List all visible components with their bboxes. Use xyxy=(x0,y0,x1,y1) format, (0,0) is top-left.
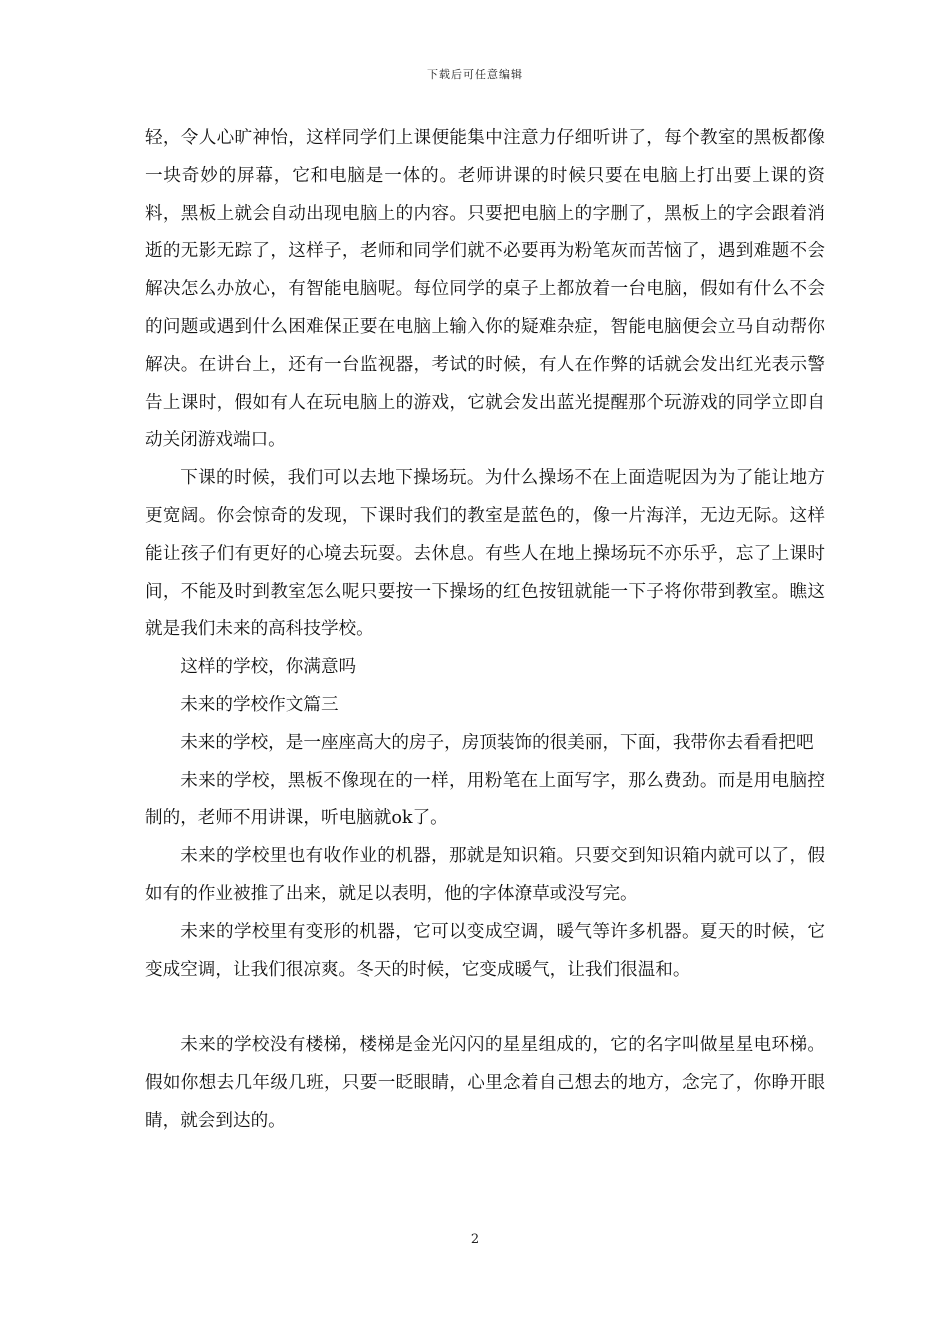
paragraph-homework-box: 未来的学校里也有收作业的机器，那就是知识箱。只要交到知识箱内就可以了，假如有的作业被推了出来，就足以表明，他的字体潦草或没写完。 xyxy=(145,846,825,904)
paragraph-question: 这样的学校，你满意吗 xyxy=(180,657,357,678)
paragraph-intro: 未来的学校，是一座座高大的房子，房顶装饰的很美丽，下面，我带你去看看把吧 xyxy=(180,732,814,753)
paragraph-recess: 下课的时候，我们可以去地下操场玩。为什么操场不在上面造呢因为为了能让地方更宽阔。你会惊奇的发现，下课时我们的教室是蓝色的，像一片海洋，无边无际。这样能让孩子们有更好的心境去玩耍。去休息。有些人在地上操场玩不亦乐乎，忘了上课时间，不能及时到教室怎么呢只要按一下操场的红色按钮就能一下子将你带到教室。瞧这就是我们未来的高科技学校。 xyxy=(145,468,825,640)
page-header: 下载后可任意编辑 xyxy=(427,68,523,81)
paragraph-blackboard: 未来的学校，黑板不像现在的一样，用粉笔在上面写字，那么费劲。而是用电脑控制的，老师不用讲课，听电脑就ok了。 xyxy=(145,770,825,829)
paragraph-continuation: 轻，令人心旷神怡，这样同学们上课便能集中注意力仔细听讲了，每个教室的黑板都像一块奇妙的屏幕，它和电脑是一体的。老师讲课的时候只要在电脑上打出要上课的资料，黑板上就会自动出现电脑上的内容。只要把电脑上的字删了，黑板上的字会跟着消逝的无影无踪了，这样子，老师和同学们就不必要再为粉笔灰而苦恼了，遇到难题不会解决怎么办放心，有智能电脑呢。每位同学的桌子上都放着一台电脑，假如有什么不会的问题或遇到什么困难保正要在电脑上输入你的疑难杂症，智能电脑便会立马自动帮你解决。在讲台上，还有一台监视器，考试的时候，有人在作弊的话就会发出红光表示警告上课时，假如有人在玩电脑上的游戏，它就会发出蓝光提醒那个玩游戏的同学立即自动关闭游戏端口。 xyxy=(145,128,825,451)
page-number: 2 xyxy=(470,1232,480,1247)
section-heading: 未来的学校作文篇三 xyxy=(180,694,339,715)
document-body xyxy=(145,120,825,1141)
paragraph-transforming-machine: 未来的学校里有变形的机器，它可以变成空调，暖气等许多机器。夏天的时候，它变成空调，让我们很凉爽。冬天的时候，它变成暖气，让我们很温和。 xyxy=(145,921,825,980)
paragraph-star-elevator: 未来的学校没有楼梯，楼梯是金光闪闪的星星组成的，它的名字叫做星星电环梯。假如你想去几年级几班，只要一眨眼睛，心里念着自己想去的地方，念完了，你睁开眼睛，就会到达的。 xyxy=(145,1035,825,1131)
blank-line xyxy=(145,989,825,1027)
